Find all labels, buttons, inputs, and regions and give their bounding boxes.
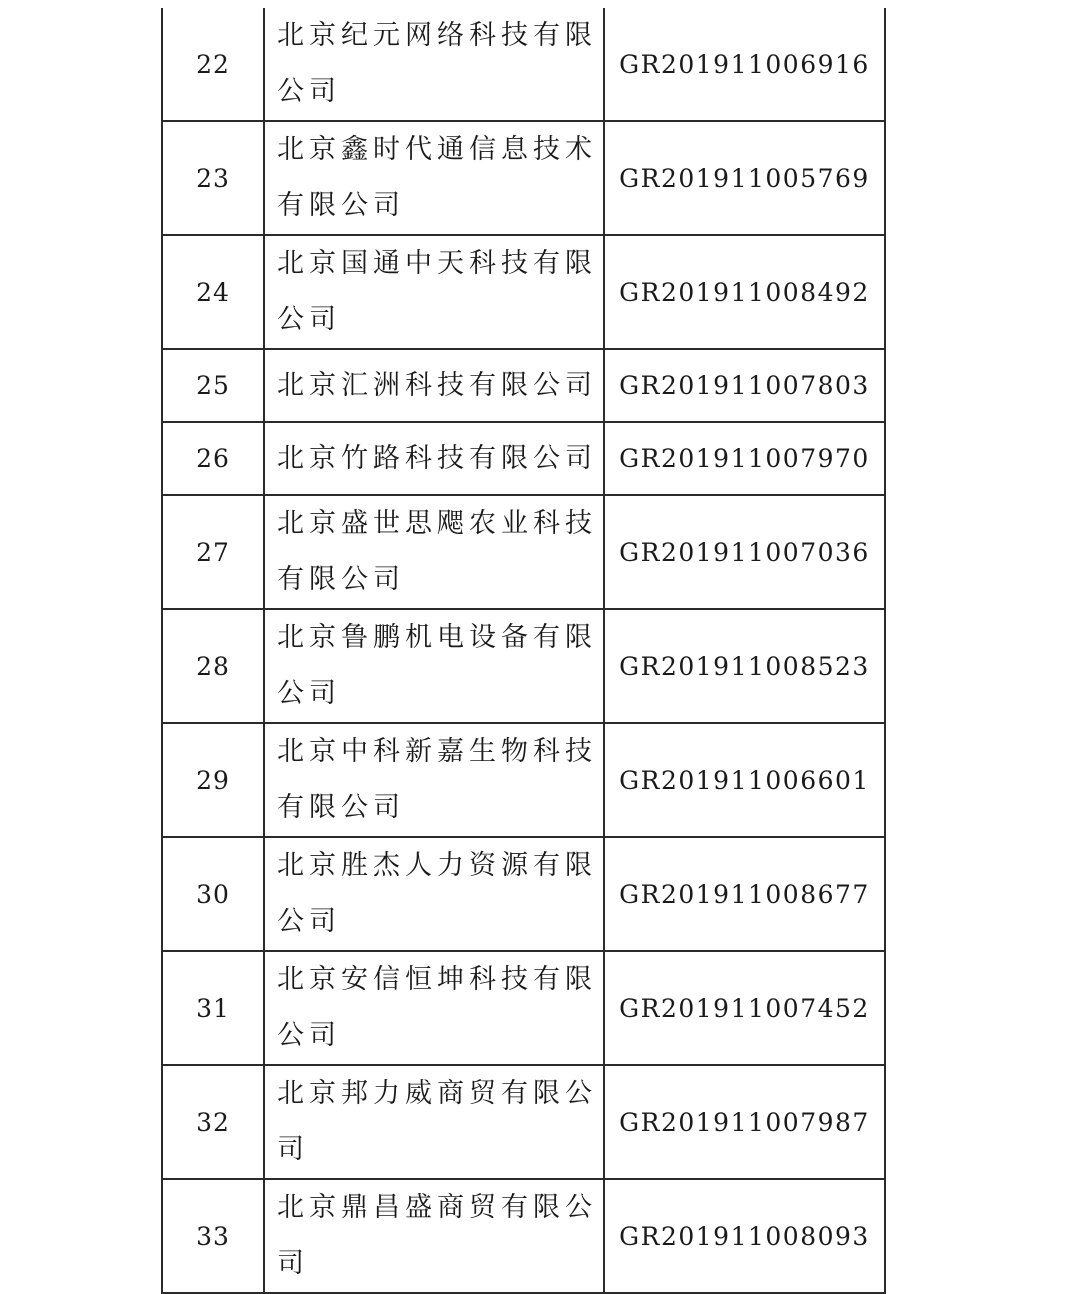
table-row (162, 8, 885, 121)
certificate-code: GR201911008492 (604, 235, 885, 349)
company-name: 北京竹路科技有限公司 (264, 422, 604, 495)
certificate-code: GR201911007452 (604, 951, 885, 1065)
row-number: 31 (162, 951, 264, 1065)
row-number: 25 (162, 349, 264, 422)
certificate-code: GR201911006916 (604, 8, 885, 121)
certificate-code: GR201911008523 (604, 609, 885, 723)
company-name: 北京国通中天科技有限公司 (264, 235, 604, 349)
certificate-code: GR201911008677 (604, 837, 885, 951)
certificate-code: GR201911007036 (604, 495, 885, 609)
company-name: 北京胜杰人力资源有限公司 (264, 837, 604, 951)
table-row (162, 235, 885, 349)
company-name: 北京汇洲科技有限公司 (264, 349, 604, 422)
table-row (162, 121, 885, 235)
row-number: 33 (162, 1179, 264, 1293)
certificate-code: GR201911007970 (604, 422, 885, 495)
row-number: 29 (162, 723, 264, 837)
company-name: 北京安信恒坤科技有限公司 (264, 951, 604, 1065)
table-row (162, 951, 885, 1065)
company-name: 北京纪元网络科技有限公司 (264, 8, 604, 121)
table-row (162, 422, 885, 495)
certificate-code: GR201911007803 (604, 349, 885, 422)
row-number: 24 (162, 235, 264, 349)
company-name: 北京鑫时代通信息技术有限公司 (264, 121, 604, 235)
row-number: 30 (162, 837, 264, 951)
table-row (162, 837, 885, 951)
certificate-table (161, 8, 886, 1294)
table-row (162, 723, 885, 837)
table-row (162, 349, 885, 422)
certificate-code: GR201911007987 (604, 1065, 885, 1179)
table-row (162, 1179, 885, 1293)
company-name: 北京鼎昌盛商贸有限公司 (264, 1179, 604, 1293)
row-number: 27 (162, 495, 264, 609)
company-name: 北京鲁鹏机电设备有限公司 (264, 609, 604, 723)
row-number: 28 (162, 609, 264, 723)
company-name: 北京盛世思飔农业科技有限公司 (264, 495, 604, 609)
certificate-code: GR201911005769 (604, 121, 885, 235)
certificate-code: GR201911006601 (604, 723, 885, 837)
company-name: 北京中科新嘉生物科技有限公司 (264, 723, 604, 837)
table-row (162, 495, 885, 609)
row-number: 22 (162, 8, 264, 121)
company-name: 北京邦力威商贸有限公司 (264, 1065, 604, 1179)
table-row (162, 1065, 885, 1179)
row-number: 23 (162, 121, 264, 235)
certificate-code: GR201911008093 (604, 1179, 885, 1293)
row-number: 26 (162, 422, 264, 495)
row-number: 32 (162, 1065, 264, 1179)
table-row (162, 609, 885, 723)
